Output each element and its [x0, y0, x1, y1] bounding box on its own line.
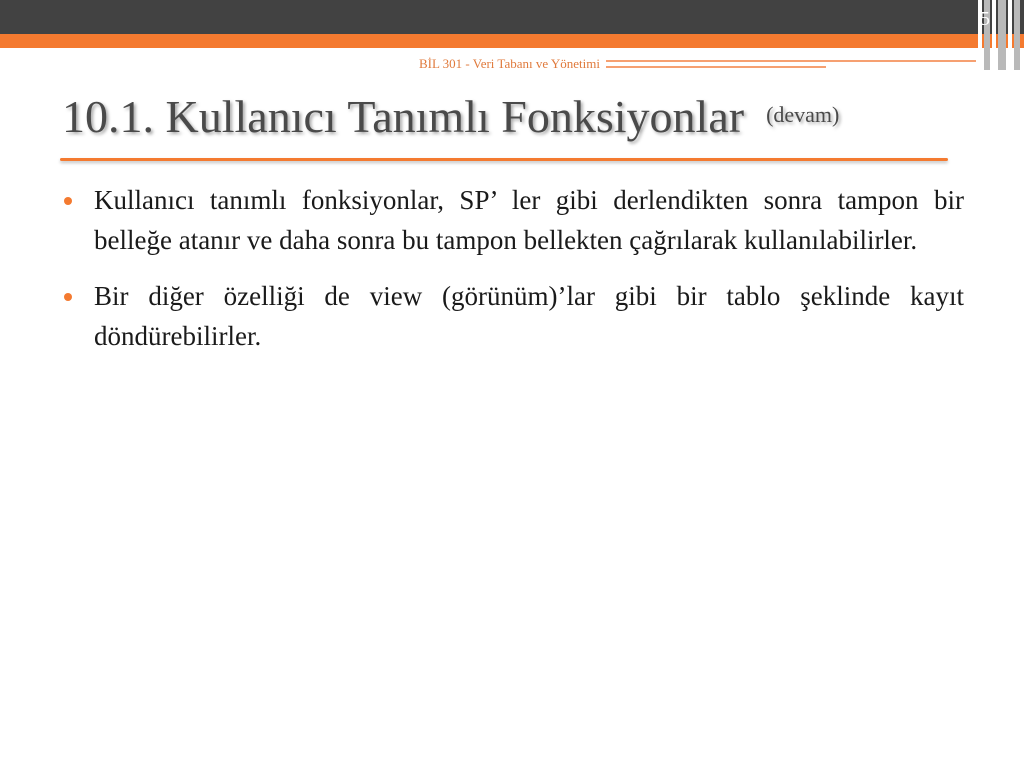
- bullet-list: [64, 180, 964, 372]
- decor-line: [606, 66, 826, 68]
- slide-title-suffix: (devam): [766, 102, 840, 127]
- bullet-text: Bir diğer özelliği de view (görünüm)’lar gibi bir tablo şeklinde kayıt döndürebilirler.: [94, 281, 964, 351]
- slide-number: 5: [980, 8, 990, 30]
- decor-line: [606, 60, 976, 62]
- decor-stripe: [998, 0, 1006, 70]
- bullet-item: [64, 180, 964, 260]
- bullet-dot-icon: [64, 293, 72, 301]
- title-underline: [60, 158, 948, 161]
- decor-stripe: [1014, 0, 1020, 70]
- decor-line: [826, 56, 948, 58]
- slide-title: [62, 90, 839, 143]
- course-label: BİL 301 - Veri Tabanı ve Yönetimi: [418, 56, 600, 71]
- decor-stripe: [1008, 0, 1012, 70]
- bullet-dot-icon: [64, 197, 72, 205]
- header-bar: [0, 0, 1024, 34]
- bullet-item: [64, 276, 964, 356]
- slide-title-text: 10.1. Kullanıcı Tanımlı Fonksiyonlar: [62, 91, 745, 142]
- accent-bar: [0, 34, 1024, 48]
- decor-stripe: [992, 0, 996, 70]
- bullet-text: Kullanıcı tanımlı fonksiyonlar, SP’ ler gibi derlendikten sonra tampon bir belleğe atanır ve daha sonra bu tampon bellekten çağrılarak kullanılabilirler.: [94, 185, 964, 255]
